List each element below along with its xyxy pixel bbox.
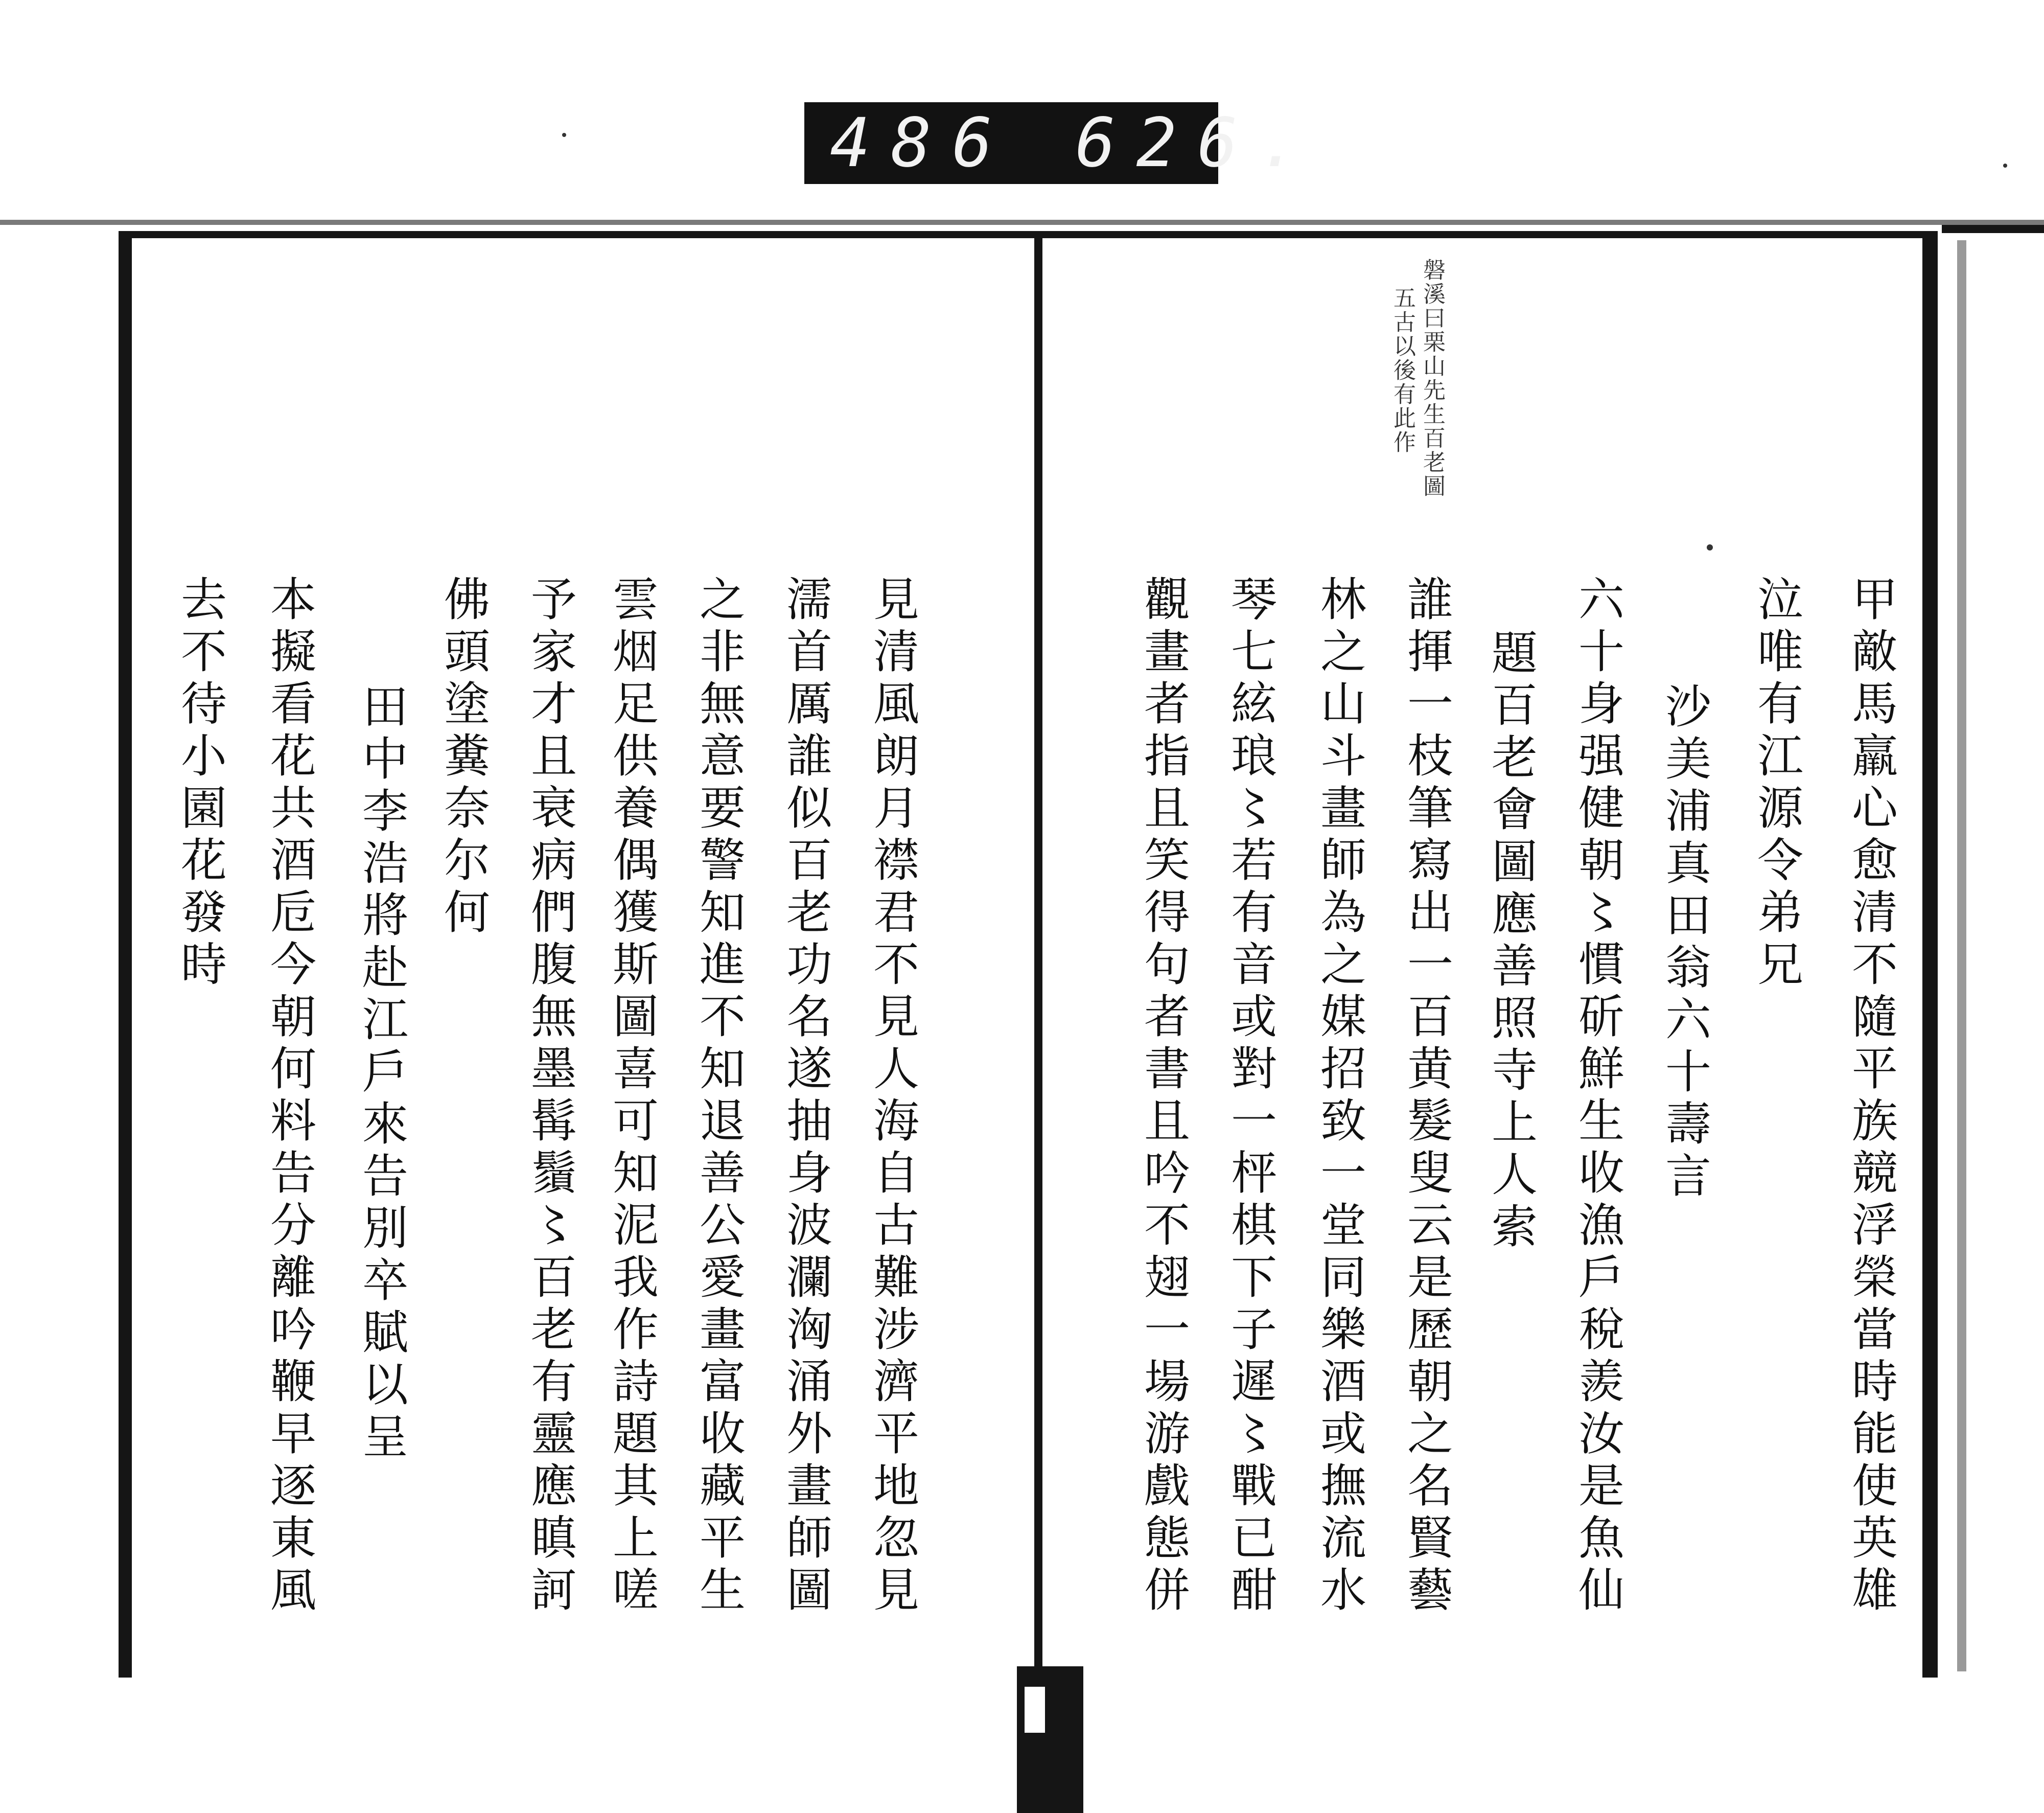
left-column-4: 雲烟足供養偶獲斯圖喜可知泥我作詩題其上嗟 xyxy=(605,575,658,1618)
left-column-5: 予家才且衰病們腹無墨髯鬚〻百老有靈應瞋訶 xyxy=(523,575,576,1618)
left-column-1: 見清風朗月襟君不見人海自古難涉濟平地忽見 xyxy=(865,575,919,1618)
right-column-7: 林之山斗畫師為之媒招致一堂同樂酒或撫流水 xyxy=(1312,575,1366,1618)
right-column-4: 六十身强健朝〻慣斫鮮生收漁戶稅羨汝是魚仙 xyxy=(1570,575,1624,1618)
left-column-6: 佛頭塗糞奈尔何 xyxy=(436,575,490,940)
scan-speck xyxy=(1707,544,1713,550)
scan-speck xyxy=(562,133,566,137)
book-gutter xyxy=(1034,231,1042,1678)
left-column-2: 濡首厲誰似百老功名遂抽身波瀾洶涌外畫師圖 xyxy=(778,575,832,1618)
frame-number-left: 486 xyxy=(830,104,1013,182)
left-column-8: 本擬看花共酒卮今朝何料告分離吟鞭早逐東風 xyxy=(262,575,316,1618)
right-column-2: 泣唯有江源令弟兄 xyxy=(1749,575,1803,992)
right-column-5: 題百老會圖應善照寺上人索 xyxy=(1483,629,1537,1254)
right-column-9: 觀畫者指且笑得句者書且吟不翅一場游戲態併 xyxy=(1136,575,1190,1618)
left-column-9: 去不待小園花發時 xyxy=(173,575,226,992)
right-column-6: 誰揮一枝筆寫出一百黄髮叟云是歷朝之名賢藝 xyxy=(1399,575,1453,1618)
right-column-8: 琴七絃琅〻若有音或對一枰棋下子遲〻戰已酣 xyxy=(1223,575,1276,1618)
gutter-blot-notch xyxy=(1025,1687,1045,1733)
left-column-7: 田中李浩將赴江戶來告別卒賦以呈 xyxy=(354,682,408,1464)
right-column-1: 甲敵馬羸心愈清不隨平族競浮榮當時能使英雄 xyxy=(1844,575,1897,1618)
scan-speck xyxy=(2003,164,2007,168)
right-column-3: 沙美浦真田翁六十壽言 xyxy=(1657,682,1711,1204)
head-note-line-2: 五古以後有此作 xyxy=(1389,286,1415,454)
left-column-3: 之非無意要警知進不知退善公愛畫富收藏平生 xyxy=(691,575,745,1618)
frame-number-right: 626. xyxy=(1075,104,1319,182)
top-rule xyxy=(0,220,2044,225)
right-edge-shadow xyxy=(1957,240,1966,1671)
right-edge-strip xyxy=(1942,225,2044,233)
frame-number-plate xyxy=(804,102,1319,184)
head-note-line-1: 磐溪曰栗山先生百老圖 xyxy=(1419,258,1445,498)
